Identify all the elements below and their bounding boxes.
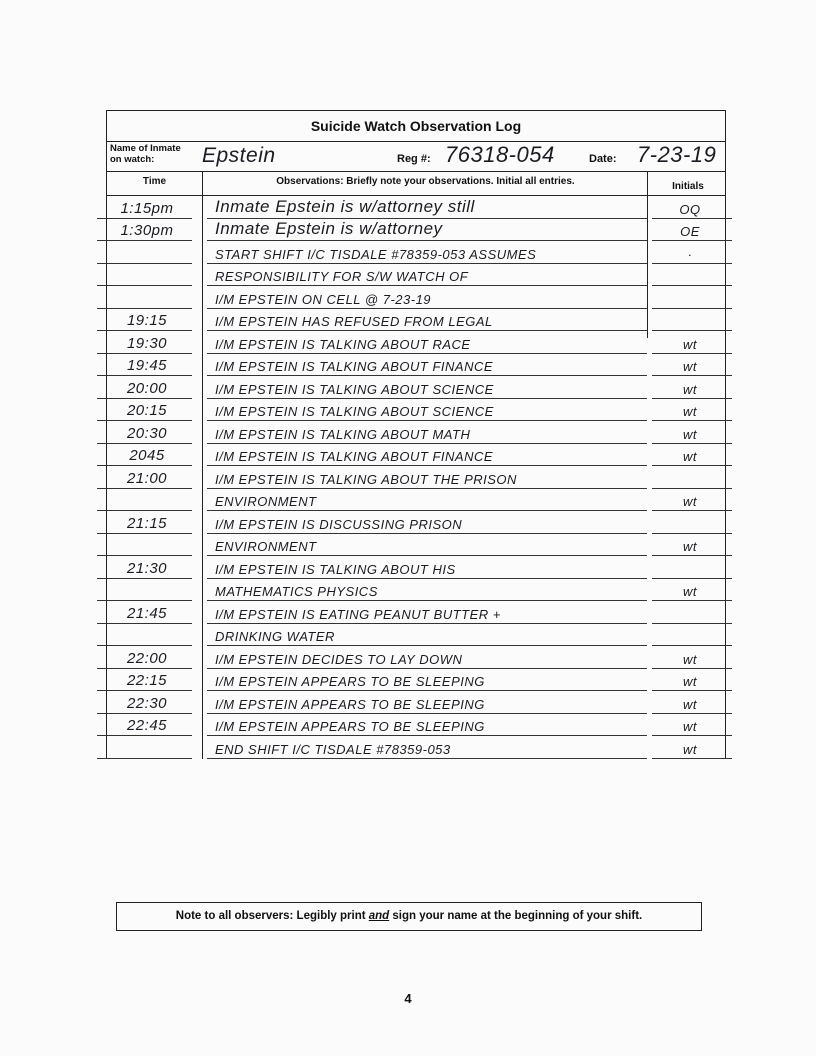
entry-observation: I/M EPSTEIN IS TALKING ABOUT RACE [215, 336, 471, 352]
entry-observation: I/M EPSTEIN IS TALKING ABOUT FINANCE [215, 449, 494, 464]
entry-initials: wt [683, 449, 697, 464]
entry-initials: wt [683, 696, 697, 712]
entry-observation: MATHEMATICS PHYSICS [215, 584, 378, 599]
log-entry-row [107, 601, 725, 624]
log-entry-row [107, 714, 725, 737]
ruled-line [652, 758, 732, 759]
entry-initials: OQ [679, 201, 701, 217]
log-entry-row [107, 331, 725, 354]
log-entry-row [107, 444, 725, 467]
entry-observation: I/M EPSTEIN IS TALKING ABOUT MATH [215, 426, 471, 442]
entry-initials: wt [683, 494, 697, 509]
log-entry-row [107, 241, 725, 264]
log-entry-row [107, 556, 725, 579]
entry-time: 22:15 [126, 672, 168, 689]
entry-initials: wt [683, 404, 697, 419]
entry-initials: · [687, 246, 693, 262]
page-number: 4 [404, 991, 412, 1006]
entry-time: 19:15 [126, 312, 168, 329]
reg-label: Reg #: [397, 153, 431, 165]
note-text-1: Note to all observers: Legibly print [175, 910, 369, 922]
entry-observation: Inmate Epstein is w/attorney still [215, 196, 475, 216]
reg-number-value: 76318-054 [445, 142, 555, 167]
inmate-label-line2: on watch: [110, 154, 155, 165]
log-entry-row [107, 466, 725, 489]
log-entry-row [107, 624, 725, 647]
entry-time: 21:00 [126, 469, 168, 487]
log-entry-row [107, 309, 725, 332]
entry-initials: OE [680, 224, 700, 239]
observation-log-form [106, 110, 726, 759]
inmate-label-line1: Name of Inmate [110, 143, 181, 154]
entry-time: 22:45 [126, 717, 168, 734]
entry-observation: END SHIFT I/C TISDALE #78359-053 [215, 741, 451, 757]
log-entry-row [107, 534, 725, 557]
entry-observation: ENVIRONMENT [215, 539, 317, 554]
entry-observation: DRINKING WATER [215, 629, 335, 644]
entry-observation: I/M EPSTEIN IS TALKING ABOUT SCIENCE [215, 381, 494, 397]
column-header-observations: Observations: Briefly note your observations. Initial all entries. [202, 172, 648, 195]
entry-time: 21:45 [126, 604, 168, 622]
entry-observation: RESPONSIBILITY FOR S/W WATCH OF [215, 269, 469, 284]
entry-observation: I/M EPSTEIN APPEARS TO BE SLEEPING [215, 674, 485, 689]
entry-observation: I/M EPSTEIN IS EATING PEANUT BUTTER + [215, 606, 501, 622]
entry-initials: wt [683, 359, 697, 374]
entry-initials: wt [683, 584, 697, 599]
entry-initials: wt [683, 719, 697, 734]
entry-initials: wt [683, 651, 697, 667]
column-header-time: Time [142, 176, 167, 187]
entry-observation: I/M EPSTEIN IS TALKING ABOUT FINANCE [215, 359, 494, 374]
entry-time: 22:00 [126, 649, 168, 667]
log-entry-row [107, 669, 725, 692]
log-entry-row [107, 196, 725, 219]
entry-observation: Inmate Epstein is w/attorney [215, 219, 443, 238]
entry-initials: wt [683, 539, 697, 554]
entry-time: 21:15 [126, 514, 168, 532]
entry-observation: I/M EPSTEIN ON CELL @ 7-23-19 [215, 291, 432, 307]
log-entry-row [107, 646, 725, 669]
date-label: Date: [589, 153, 617, 165]
log-entry-row [107, 511, 725, 534]
entry-observation: I/M EPSTEIN IS TALKING ABOUT THE PRISON [215, 471, 517, 487]
entry-time: 1:15pm [120, 199, 174, 217]
log-entry-row [107, 579, 725, 602]
column-header-row [107, 172, 725, 196]
log-entry-row [107, 736, 725, 759]
entry-observation: I/M EPSTEIN IS DISCUSSING PRISON [215, 516, 463, 532]
entry-initials: wt [683, 426, 697, 442]
note-text-2: sign your name at the beginning of your shift. [389, 910, 643, 922]
entry-time: 2045 [129, 447, 165, 464]
entry-initials: wt [683, 741, 697, 757]
entry-initials: wt [683, 674, 697, 689]
inmate-label [110, 143, 202, 165]
log-entry-row [107, 691, 725, 714]
log-entry-row [107, 489, 725, 512]
entry-initials: wt [683, 336, 697, 352]
log-entries [107, 196, 725, 759]
entry-time: 19:30 [126, 334, 168, 352]
note-text-and: and [368, 910, 390, 922]
column-header-initials: Initials [647, 172, 728, 195]
ruled-line [207, 758, 647, 759]
log-entry-row [107, 421, 725, 444]
date-value: 7-23-19 [637, 142, 717, 167]
log-entry-row [107, 354, 725, 377]
entry-observation: I/M EPSTEIN IS TALKING ABOUT SCIENCE [215, 404, 494, 419]
log-entry-row [107, 264, 725, 287]
entry-observation: I/M EPSTEIN APPEARS TO BE SLEEPING [215, 696, 485, 712]
entry-observation: I/M EPSTEIN HAS REFUSED FROM LEGAL [215, 314, 493, 329]
entry-time: 22:30 [126, 694, 168, 712]
entry-initials: wt [683, 381, 697, 397]
log-entry-row [107, 376, 725, 399]
log-entry-row [107, 399, 725, 422]
entry-observation: START SHIFT I/C TISDALE #78359-053 ASSUMES [215, 246, 537, 262]
log-entry-row [107, 286, 725, 309]
inmate-name-value: Epstein [202, 144, 276, 167]
entry-time: 20:00 [126, 379, 168, 397]
inmate-info-row [107, 142, 725, 172]
entry-observation: I/M EPSTEIN IS TALKING ABOUT HIS [215, 561, 456, 577]
observer-note [116, 902, 702, 931]
entry-observation: I/M EPSTEIN DECIDES TO LAY DOWN [215, 651, 463, 667]
ruled-line [97, 758, 192, 759]
entry-observation: ENVIRONMENT [215, 494, 317, 509]
log-entry-row [107, 219, 725, 242]
entry-time: 1:30pm [120, 222, 174, 239]
entry-time: 20:30 [126, 424, 168, 442]
entry-observation: I/M EPSTEIN APPEARS TO BE SLEEPING [215, 719, 485, 734]
entry-time: 20:15 [126, 402, 168, 419]
form-title: Suicide Watch Observation Log [107, 111, 725, 142]
entry-time: 19:45 [126, 357, 168, 374]
entry-time: 21:30 [126, 559, 168, 577]
